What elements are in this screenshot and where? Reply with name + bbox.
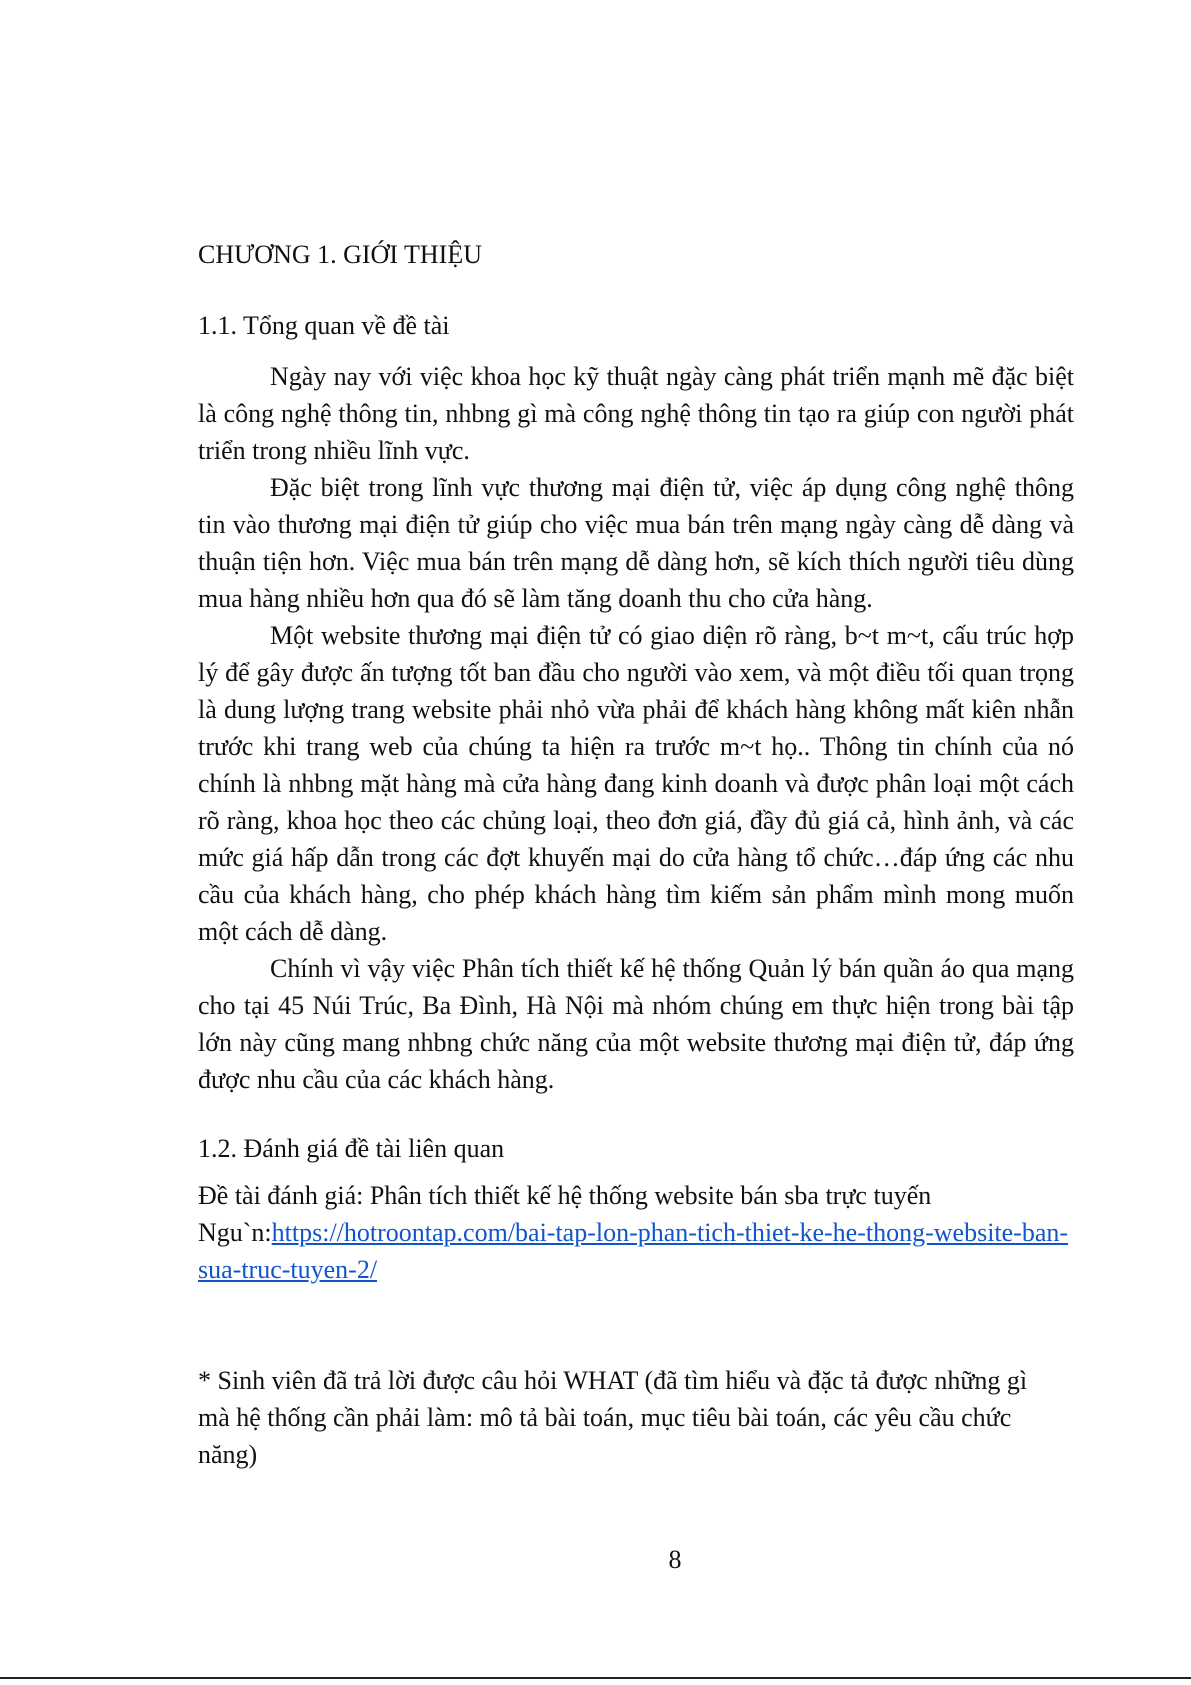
paragraph-intro: Ngày nay với việc khoa học kỹ thuật ngày càng phát triển mạnh mẽ đặc biệt là công nghệ thông tin, nhbng gì mà công nghệ thông tin tạo ra giúp con người phát triển trong nhiều lĩnh vực.: [198, 362, 1074, 465]
paragraph-project-scope: Chính vì vậy việc Phân tích thiết kế hệ thống Quản lý bán quần áo qua mạng cho tại 45 Núi Trúc, Ba Đình, Hà Nội mà nhóm chúng em thực hiện trong bài tập lớn này cũng mang nhbng chức năng của một website thương mại điện tử, đáp ứng được nhu cầu của các khách hàng.: [198, 954, 1074, 1094]
bottom-divider: [0, 1677, 1191, 1679]
page-content: [198, 236, 1074, 1473]
section-title-1-2: 1.2. Đánh giá đề tài liên quan: [198, 1134, 505, 1163]
section-title-1-1: 1.1. Tổng quan về đề tài: [198, 311, 450, 340]
source-label: Ngu`n:: [198, 1218, 272, 1247]
paragraph-ecommerce: Đặc biệt trong lĩnh vực thương mại điện tử, việc áp dụng công nghệ thông tin vào thương mại điện tử giúp cho việc mua bán trên mạng ngày càng dễ dàng và thuận tiện hơn. Việc mua bán trên mạng dễ dàng hơn, sẽ kích thích người tiêu dùng mua hàng nhiều hơn qua đó sẽ làm tăng doanh thu cho cửa hàng.: [198, 473, 1074, 613]
evaluated-topic: Đề tài đánh giá: Phân tích thiết kế hệ thống website bán sba trực tuyến: [198, 1181, 932, 1210]
chapter-title: CHƯƠNG 1. GIỚI THIỆU: [198, 240, 482, 269]
paragraph-website-design: Một website thương mại điện tử có giao diện rõ ràng, b~t m~t, cấu trúc hợp lý để gây được ấn tượng tốt ban đầu cho người vào xem, và một điều tối quan trọng là dung lượng trang website phải nhỏ vừa phải để khách hàng không mất kiên nhẫn trước khi trang web của chúng ta hiện ra trước m~t họ.. Thông tin chính của nó chính là nhbng mặt hàng mà cửa hàng đang kinh doanh và được phân loại một cách rõ ràng, khoa học theo các chủng loại, theo đơn giá, đầy đủ giá cả, hình ảnh, và các mức giá hấp dẫn trong các đợt khuyến mại do cửa hàng tổ chức…đáp ứng các nhu cầu của khách hàng, cho phép khách hàng tìm kiếm sản phẩm mình mong muốn một cách dễ dàng.: [198, 621, 1074, 946]
source-link[interactable]: https://hotroontap.com/bai-tap-lon-phan-tich-thiet-ke-he-thong-website-ban-sua-truc-tuyen-2/: [198, 1218, 1069, 1284]
student-note: * Sinh viên đã trả lời được câu hỏi WHAT (đã tìm hiểu và đặc tả được những gì mà hệ thống cần phải làm: mô tả bài toán, mục tiêu bài toán, các yêu cầu chức năng): [198, 1366, 1028, 1469]
source-line: [198, 1214, 1074, 1288]
page-number: 8: [668, 1545, 682, 1574]
